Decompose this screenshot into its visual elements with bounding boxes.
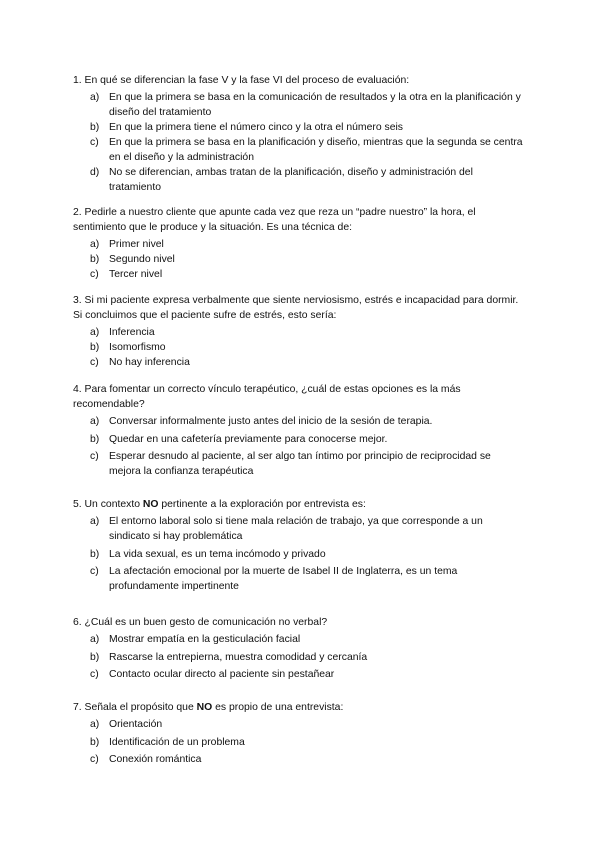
option-4c: c) Esperar desnudo al paciente, al ser algo tan íntimo por principio de reciprocidad se mejora la confianza terapéutica [90, 451, 491, 477]
question-4-options [73, 414, 523, 479]
question-6-stem: 6. ¿Cuál es un buen gesto de comunicación no verbal? [73, 617, 328, 628]
option-3b: b) Isomorfismo [90, 342, 166, 353]
question-2-stem: 2. Pedirle a nuestro cliente que apunte cada vez que reza un “padre nuestro” la hora, el sentimiento que le produce y la situación. Es una técnica de: [73, 207, 476, 233]
option-7b: b) Identificación de un problema [90, 736, 245, 748]
option-6a: a) Mostrar empatía en la gesticulación facial [90, 634, 301, 645]
question-7-options [73, 717, 523, 767]
option-2c: c) Tercer nivel [90, 269, 163, 280]
question-3-options [73, 325, 523, 370]
question-5-options [73, 514, 523, 594]
option-1c: c) En que la primera se basa en la planificación y diseño, mientras que la segunda se centra en el diseño y la administración [90, 137, 523, 163]
option-4a: a) Conversar informalmente justo antes del inicio de la sesión de terapia. [90, 416, 433, 427]
option-1b: b) En que la primera tiene el número cinco y la otra el número seis [90, 122, 403, 133]
option-1a: a) En que la primera se basa en la comunicación de resultados y la otra en la planificación y diseño del tratamiento [90, 92, 521, 118]
option-4b: b) Quedar en una cafetería previamente para conocerse mejor. [90, 433, 388, 445]
question-6-options [73, 632, 523, 682]
option-2b: b) Segundo nivel [90, 254, 175, 265]
option-5a: a) El entorno laboral solo si tiene mala relación de trabajo, ya que corresponde a un sindicato si hay problemática [90, 516, 483, 542]
question-7 [73, 700, 523, 770]
question-3 [73, 293, 523, 370]
question-1 [73, 73, 523, 195]
option-2a: a) Primer nivel [90, 239, 164, 250]
option-6c: c) Contacto ocular directo al paciente sin pestañear [90, 669, 335, 680]
question-6 [73, 615, 523, 685]
question-4 [73, 382, 523, 482]
question-5-stem: 5. Un contexto NO pertinente a la exploración por entrevista es: [73, 499, 366, 510]
option-3a: a) Inferencia [90, 327, 155, 338]
question-4-stem: 4. Para fomentar un correcto vínculo terapéutico, ¿cuál de estas opciones es la más recomendable? [73, 384, 461, 410]
question-5 [73, 497, 523, 597]
option-7a: a) Orientación [90, 719, 163, 730]
option-3c: c) No hay inferencia [90, 357, 190, 368]
option-5b: b) La vida sexual, es un tema incómodo y privado [90, 548, 326, 560]
option-7c: c) Conexión romántica [90, 754, 202, 765]
question-1-stem: 1. En qué se diferencian la fase V y la fase VI del proceso de evaluación: [73, 75, 410, 86]
question-2 [73, 205, 523, 282]
option-1d: d) No se diferencian, ambas tratan de la planificación, diseño y administración del tratamiento [90, 167, 473, 193]
question-7-stem: 7. Señala el propósito que NO es propio de una entrevista: [73, 702, 344, 713]
option-6b: b) Rascarse la entrepierna, muestra comodidad y cercanía [90, 651, 368, 663]
question-3-stem: 3. Si mi paciente expresa verbalmente que siente nerviosismo, estrés e incapacidad para dormir. Si concluimos que el paciente sufre de estrés, esto sería: [73, 295, 519, 321]
option-5c: c) La afectación emocional por la muerte de Isabel II de Inglaterra, es un tema profundamente impertinente [90, 566, 458, 592]
question-1-options [73, 90, 523, 195]
question-2-options [73, 237, 523, 282]
